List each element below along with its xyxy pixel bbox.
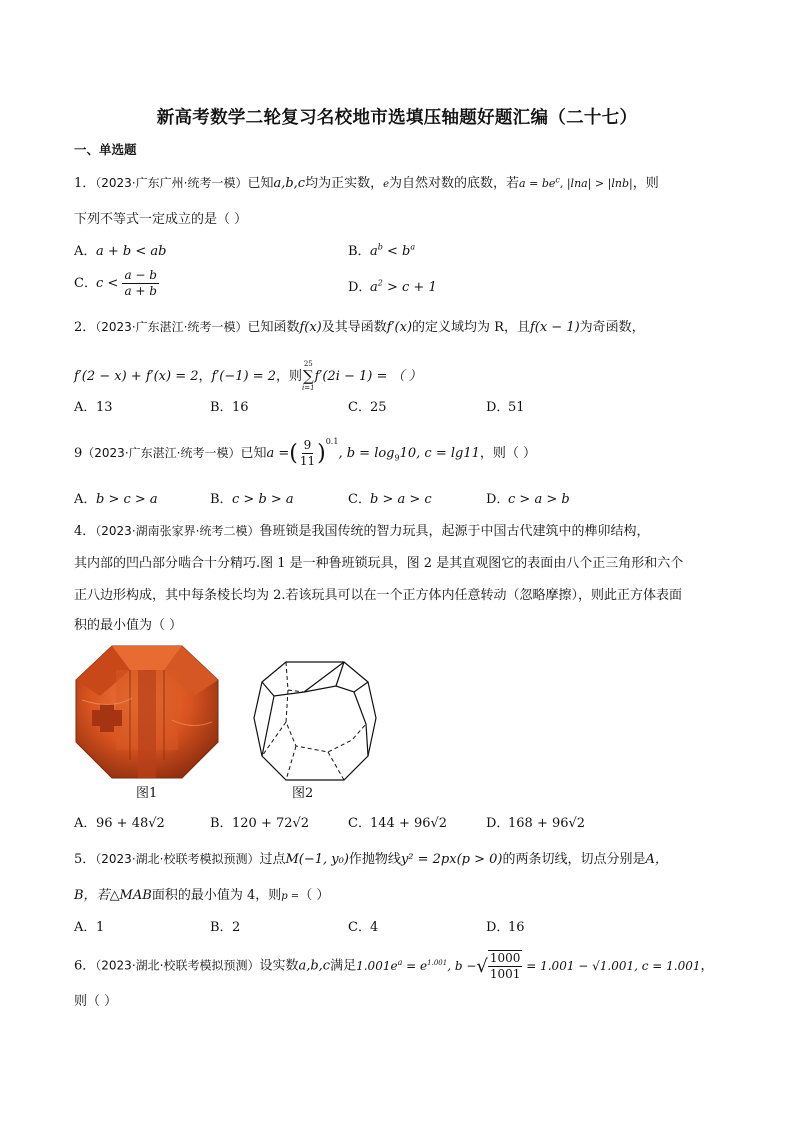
math-sup: 0.1 — [325, 436, 339, 446]
math-part: a — [370, 244, 378, 259]
option-fraction — [122, 268, 159, 299]
question-text: （ ） — [299, 888, 330, 903]
option-value: 16 — [508, 920, 525, 935]
option-expr: b > a > c — [370, 492, 432, 507]
math-sup: a — [397, 957, 403, 967]
math-part: a = be — [519, 177, 556, 190]
question-text: 鲁班锁是我国传统的智力玩具，起源于中国古代建筑中的榫卯结构， — [259, 524, 650, 539]
question-2-line-1 — [74, 316, 645, 335]
question-text: 的定义域均为 R，且 — [412, 320, 530, 335]
math-part: > c + 1 — [382, 280, 437, 295]
math-expr: △MAB — [109, 888, 152, 903]
question-text: ，则（ ） — [479, 446, 537, 461]
paren-right: ) — [317, 441, 326, 466]
question-text: ， — [700, 958, 714, 974]
fraction-denominator: 11 — [299, 454, 316, 468]
option-value: 2 — [232, 920, 241, 935]
q2-option-a[interactable] — [74, 396, 113, 415]
option-expr: 144 + 96√2 — [370, 816, 448, 831]
option-label: C． — [348, 492, 371, 507]
math-expr: y² = 2px(p > 0) — [400, 852, 503, 867]
fraction-denominator: 1001 — [489, 967, 521, 981]
question-text: 及其导函数 — [321, 320, 387, 335]
q3-option-d[interactable] — [486, 488, 570, 507]
option-value: 16 — [232, 400, 249, 415]
q5-option-d[interactable] — [486, 916, 525, 935]
math-sup: a — [410, 242, 416, 252]
math-part: < b — [382, 244, 411, 259]
option-label: A． — [74, 244, 97, 259]
question-source: （2023·广东广州·统考一模） — [95, 176, 248, 190]
question-text: 满足 — [330, 958, 357, 974]
math-sup: 1.001 — [427, 958, 448, 967]
math-part: = 1.001 − √1.001, c = 1.001 — [522, 958, 701, 973]
math-condition — [519, 177, 633, 190]
exponent-fraction — [298, 438, 317, 469]
summation — [302, 360, 315, 393]
math-vars: a,b,c — [273, 176, 306, 191]
option-label: D． — [486, 920, 510, 935]
math-expr: 10, c = lg11 — [399, 446, 480, 461]
question-number: 6． — [74, 958, 96, 974]
question-source: （2023·广东湛江·统考一模） — [82, 446, 241, 460]
question-text: 已知函数 — [247, 320, 300, 335]
question-6-line-1 — [74, 950, 714, 982]
question-source: （2023·湖北·校联考模拟预测） — [95, 852, 260, 866]
question-text: 的两条切线，切点分别是 — [502, 852, 646, 867]
option-expr: 168 + 96√2 — [508, 816, 586, 831]
question-5-line-2 — [74, 884, 329, 903]
option-label: B． — [210, 492, 233, 507]
figure-2-caption: 图2 — [292, 786, 314, 801]
math-part: , b − — [447, 958, 477, 973]
sum-symbol: ∑ — [302, 367, 314, 385]
q4-option-b[interactable] — [210, 812, 309, 831]
question-2-line-2 — [74, 360, 422, 393]
question-5-line-1 — [74, 848, 668, 867]
q2-option-c[interactable] — [348, 396, 387, 415]
q5-option-b[interactable] — [210, 916, 240, 935]
option-label: A． — [74, 492, 97, 507]
math-expr: B，若 — [74, 888, 110, 903]
option-value: 13 — [96, 400, 113, 415]
sum-upper: 25 — [303, 360, 313, 368]
option-label: A． — [74, 816, 97, 831]
option-label: C． — [348, 816, 371, 831]
option-label: C． — [348, 400, 371, 415]
math-part: = e — [402, 958, 428, 973]
option-expr — [370, 280, 437, 295]
section-heading: 一、单选题 — [74, 142, 137, 157]
question-1-line-2: 下列不等式一定成立的是（ ） — [74, 212, 248, 227]
question-number: 5． — [74, 852, 96, 867]
math-e: e — [383, 179, 390, 190]
math-sup: b — [377, 242, 383, 252]
option-expr: c > b > a — [232, 492, 294, 507]
q3-option-c[interactable] — [348, 488, 432, 507]
math-part: , |lna| > |lnb| — [559, 177, 633, 190]
q4-option-d[interactable] — [486, 812, 585, 831]
math-expr: f(x) — [299, 320, 322, 335]
question-text: ，则 — [276, 369, 303, 384]
question-text: 为自然对数的底数，若 — [389, 176, 520, 191]
math-expr: p = — [281, 891, 300, 902]
option-label: D． — [348, 280, 372, 295]
option-expr: 120 + 72√2 — [232, 816, 310, 831]
option-expr: c > a > b — [508, 492, 570, 507]
fraction-numerator: 1000 — [489, 951, 521, 965]
option-expr — [370, 244, 415, 259]
math-equation — [356, 951, 701, 981]
fraction-numerator: 9 — [303, 438, 312, 452]
question-4-line-3: 正八边形构成，其中每条棱长均为 2.若该玩具可以在一个正方体内任意转动（忽略摩擦），则此正方体表面 — [74, 588, 683, 603]
option-label: D． — [486, 816, 510, 831]
option-label: A． — [74, 920, 97, 935]
math-sub: 9 — [394, 453, 400, 463]
option-value: 51 — [508, 400, 525, 415]
q1-option-d[interactable] — [348, 276, 437, 295]
q2-option-d[interactable] — [486, 396, 525, 415]
option-label: C． — [348, 920, 371, 935]
math-part: 1.001e — [356, 958, 398, 973]
option-expr: 96 + 48√2 — [96, 816, 165, 831]
option-label: B． — [210, 816, 233, 831]
option-value: 4 — [370, 920, 379, 935]
math-expr: , b = log — [338, 446, 395, 461]
question-text: 设实数 — [259, 958, 299, 974]
fraction-denominator: a + b — [124, 284, 157, 298]
figure-1-caption: 图1 — [136, 786, 158, 801]
math-expr: f′(2i − 1) = （ ） — [314, 369, 422, 384]
figure-1-luban-lock-photo — [72, 640, 222, 782]
option-label: D． — [486, 400, 510, 415]
math-sup: 2 — [377, 278, 383, 288]
question-number: 4． — [74, 524, 96, 539]
sum-lower: i=1 — [302, 384, 315, 392]
sqrt-sign: √ — [476, 955, 488, 977]
sqrt-fraction — [488, 950, 523, 982]
q3-option-b[interactable] — [210, 488, 294, 507]
question-3-line-1 — [74, 438, 536, 469]
q1-option-c[interactable] — [74, 268, 159, 299]
question-1-line-1 — [74, 172, 659, 191]
question-text: 为奇函数， — [579, 320, 645, 335]
question-number: 2． — [74, 320, 96, 335]
q2-option-b[interactable] — [210, 396, 249, 415]
page-title: 新高考数学二轮复习名校地市选填压轴题好题汇编（二十七） — [156, 108, 638, 128]
q1-option-b[interactable] — [348, 240, 415, 259]
math-sup: c — [555, 175, 560, 185]
question-number: 1． — [74, 176, 96, 191]
option-label: B． — [210, 400, 233, 415]
math-expr: f(x − 1) — [529, 320, 580, 335]
figure-2-truncated-cube-diagram — [244, 656, 384, 786]
math-expr: f′(x) — [386, 320, 413, 335]
option-label: D． — [486, 492, 510, 507]
option-label: B． — [348, 244, 371, 259]
question-4-line-1 — [74, 520, 649, 539]
option-expr: b > c > a — [96, 492, 158, 507]
option-label: B． — [210, 920, 233, 935]
question-source: （2023·广东湛江·统考一模） — [95, 320, 248, 334]
option-value: 25 — [370, 400, 387, 415]
math-expr: f′(2 − x) + f′(x) = 2 — [74, 369, 199, 384]
math-part: a — [370, 280, 378, 295]
q4-option-a[interactable] — [74, 812, 165, 831]
question-text: 已知 — [240, 446, 267, 461]
option-expr: a + b < ab — [96, 244, 167, 259]
option-value: 1 — [96, 920, 105, 935]
math-expr: a = — [266, 446, 290, 461]
question-text: 作抛物线 — [348, 852, 401, 867]
question-text: 面积的最小值为 4，则 — [151, 888, 282, 903]
math-expr: M(−1, y₀) — [285, 852, 349, 867]
option-label: C． — [74, 276, 97, 291]
question-text: ，则 — [632, 176, 659, 191]
question-number: 9 — [74, 446, 83, 461]
question-text: 已知 — [247, 176, 274, 191]
q1-option-a[interactable] — [74, 240, 166, 259]
option-expr: c < — [96, 276, 119, 291]
option-label: A． — [74, 400, 97, 415]
question-text: 均为正实数， — [305, 176, 384, 191]
q5-option-c[interactable] — [348, 916, 378, 935]
question-text: ， — [198, 369, 212, 384]
math-vars: a,b,c — [298, 958, 331, 974]
question-4-line-2: 其内部的凹凸部分啮合十分精巧.图 1 是一种鲁班锁玩具，图 2 是其直观图它的表面由八个正三角形和六个 — [74, 556, 684, 571]
math-expr: A， — [645, 852, 668, 867]
question-source: （2023·湖北·校联考模拟预测） — [95, 958, 260, 973]
fraction-numerator: a − b — [124, 268, 157, 282]
q3-option-a[interactable] — [74, 488, 158, 507]
question-source: （2023·湖南张家界·统考二模） — [95, 524, 260, 538]
math-expr: f′(−1) = 2 — [211, 369, 277, 384]
q4-option-c[interactable] — [348, 812, 447, 831]
question-text: 过点 — [259, 852, 286, 867]
question-6-line-2: 则（ ） — [74, 994, 118, 1009]
question-4-line-4: 积的最小值为（ ） — [74, 618, 183, 633]
q5-option-a[interactable] — [74, 916, 104, 935]
paren-left: ( — [289, 441, 298, 466]
